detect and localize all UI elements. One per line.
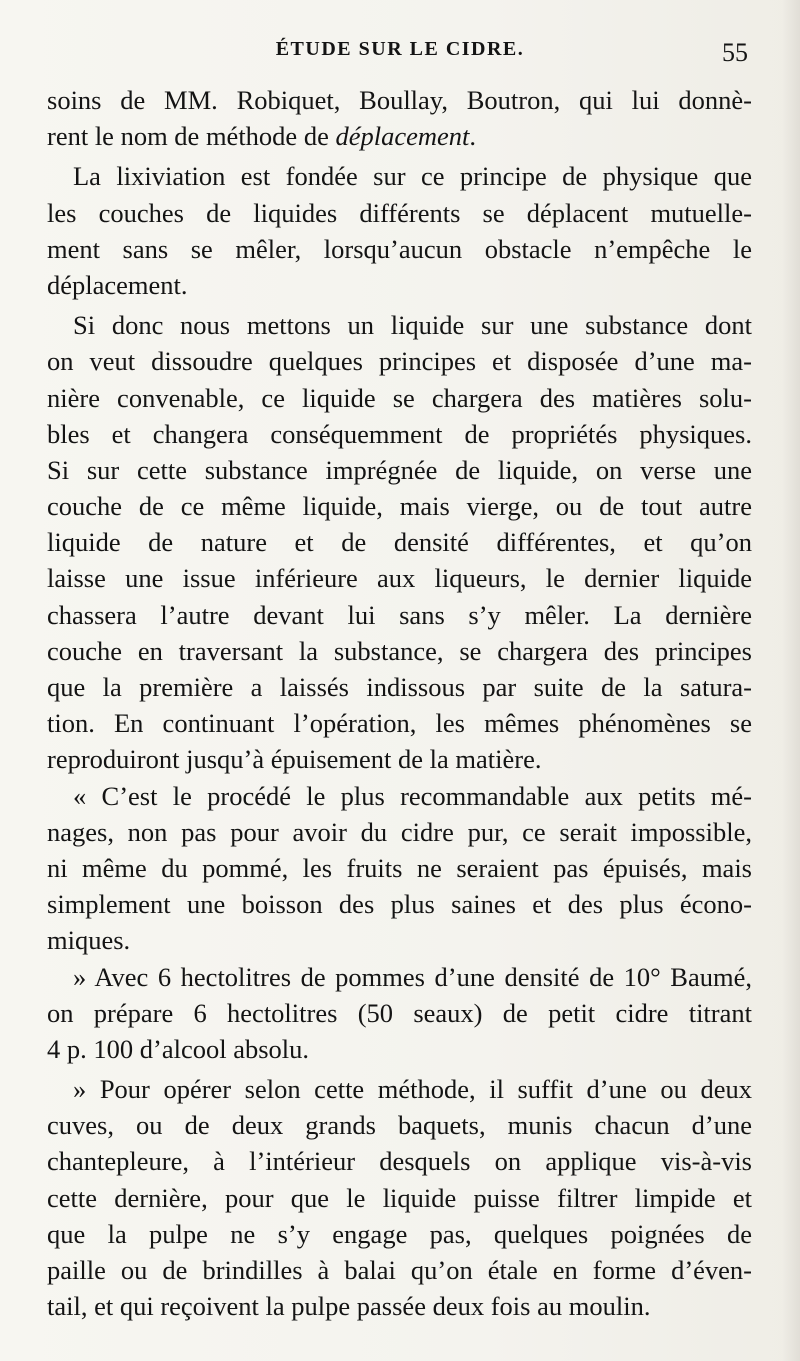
text-line: liquide de nature et de densité différentes, et qu’on	[47, 527, 752, 558]
text-line: bles et changera conséquemment de propriétés physiques.	[47, 418, 752, 449]
paragraph-first-line: » Pour opérer selon cette méthode, il suffit d’une ou deux	[73, 1074, 752, 1105]
paragraph-first-line: La lixiviation est fondée sur ce principe de physique que	[73, 161, 752, 192]
text-line: couche de ce même liquide, mais vierge, ou de tout autre	[47, 491, 752, 522]
text-line: nages, non pas pour avoir du cidre pur, ce serait impossible,	[47, 816, 752, 847]
text-line: simplement une boisson des plus saines et des plus écono-	[47, 889, 752, 920]
paragraph-first-line: Si donc nous mettons un liquide sur une substance dont	[73, 310, 752, 341]
text-line: cette dernière, pour que le liquide puisse filtrer limpide et	[47, 1182, 752, 1213]
text-line: que la première a laissés indissous par suite de la satura-	[47, 672, 752, 702]
text-line: on prépare 6 hectolitres (50 seaux) de petit cidre titrant	[47, 997, 752, 1028]
text-line: cuves, ou de deux grands baquets, munis chacun d’une	[47, 1110, 752, 1141]
text-line: les couches de liquides différents se déplacent mutuelle-	[47, 197, 752, 228]
text-line: 4 p. 100 d’alcool absolu.	[47, 1033, 310, 1064]
text-line: tion. En continuant l’opération, les mêmes phénomènes se	[47, 708, 752, 739]
text-line: couche en traversant la substance, se chargera des principes	[47, 635, 752, 666]
text-line: rent le nom de méthode de déplacement.	[47, 121, 477, 152]
running-title: ÉTUDE SUR LE CIDRE.	[275, 38, 525, 60]
paragraph-first-line: » Avec 6 hectolitres de pommes d’une densité de 10° Baumé,	[73, 961, 752, 992]
text-line: chassera l’autre devant lui sans s’y mêler. La dernière	[47, 599, 752, 630]
text-line: on veut dissoudre quelques principes et disposée d’une ma-	[47, 346, 752, 377]
paragraph-first-line: « C’est le procédé le plus recommandable aux petits mé-	[73, 780, 752, 811]
text-line: Si sur cette substance imprégnée de liquide, on verse une	[47, 454, 752, 485]
text-line: soins de MM. Robiquet, Boullay, Boutron, qui lui donnè-	[47, 85, 752, 115]
page-edge-shadow	[782, 0, 800, 1361]
text-line: chantepleure, à l’intérieur desquels on applique vis-à-vis	[47, 1146, 752, 1177]
text-line: paille ou de brindilles à balai qu’on étale en forme d’éven-	[47, 1255, 752, 1285]
text-line: nière convenable, ce liquide se chargera des matières solu-	[47, 382, 752, 413]
text-line: tail, et qui reçoivent la pulpe passée deux fois au moulin.	[47, 1291, 651, 1322]
body-text	[47, 82, 752, 1324]
text-line: ni même du pommé, les fruits ne seraient pas épuisés, mais	[47, 852, 752, 883]
text-line: miques.	[47, 925, 131, 956]
text-line: que la pulpe ne s’y engage pas, quelques poignées de	[47, 1218, 752, 1249]
page-number: 55	[722, 38, 748, 67]
text-line: ment sans se mêler, lorsqu’aucun obstacle n’empêche le	[47, 233, 752, 264]
emphasis-word: déplacement	[335, 121, 470, 152]
text-line: reproduiront jusqu’à épuisement de la matière.	[47, 744, 542, 775]
text-line: laisse une issue inférieure aux liqueurs, le dernier liquide	[47, 563, 752, 594]
running-head	[0, 38, 800, 68]
text-line: déplacement.	[47, 269, 188, 300]
